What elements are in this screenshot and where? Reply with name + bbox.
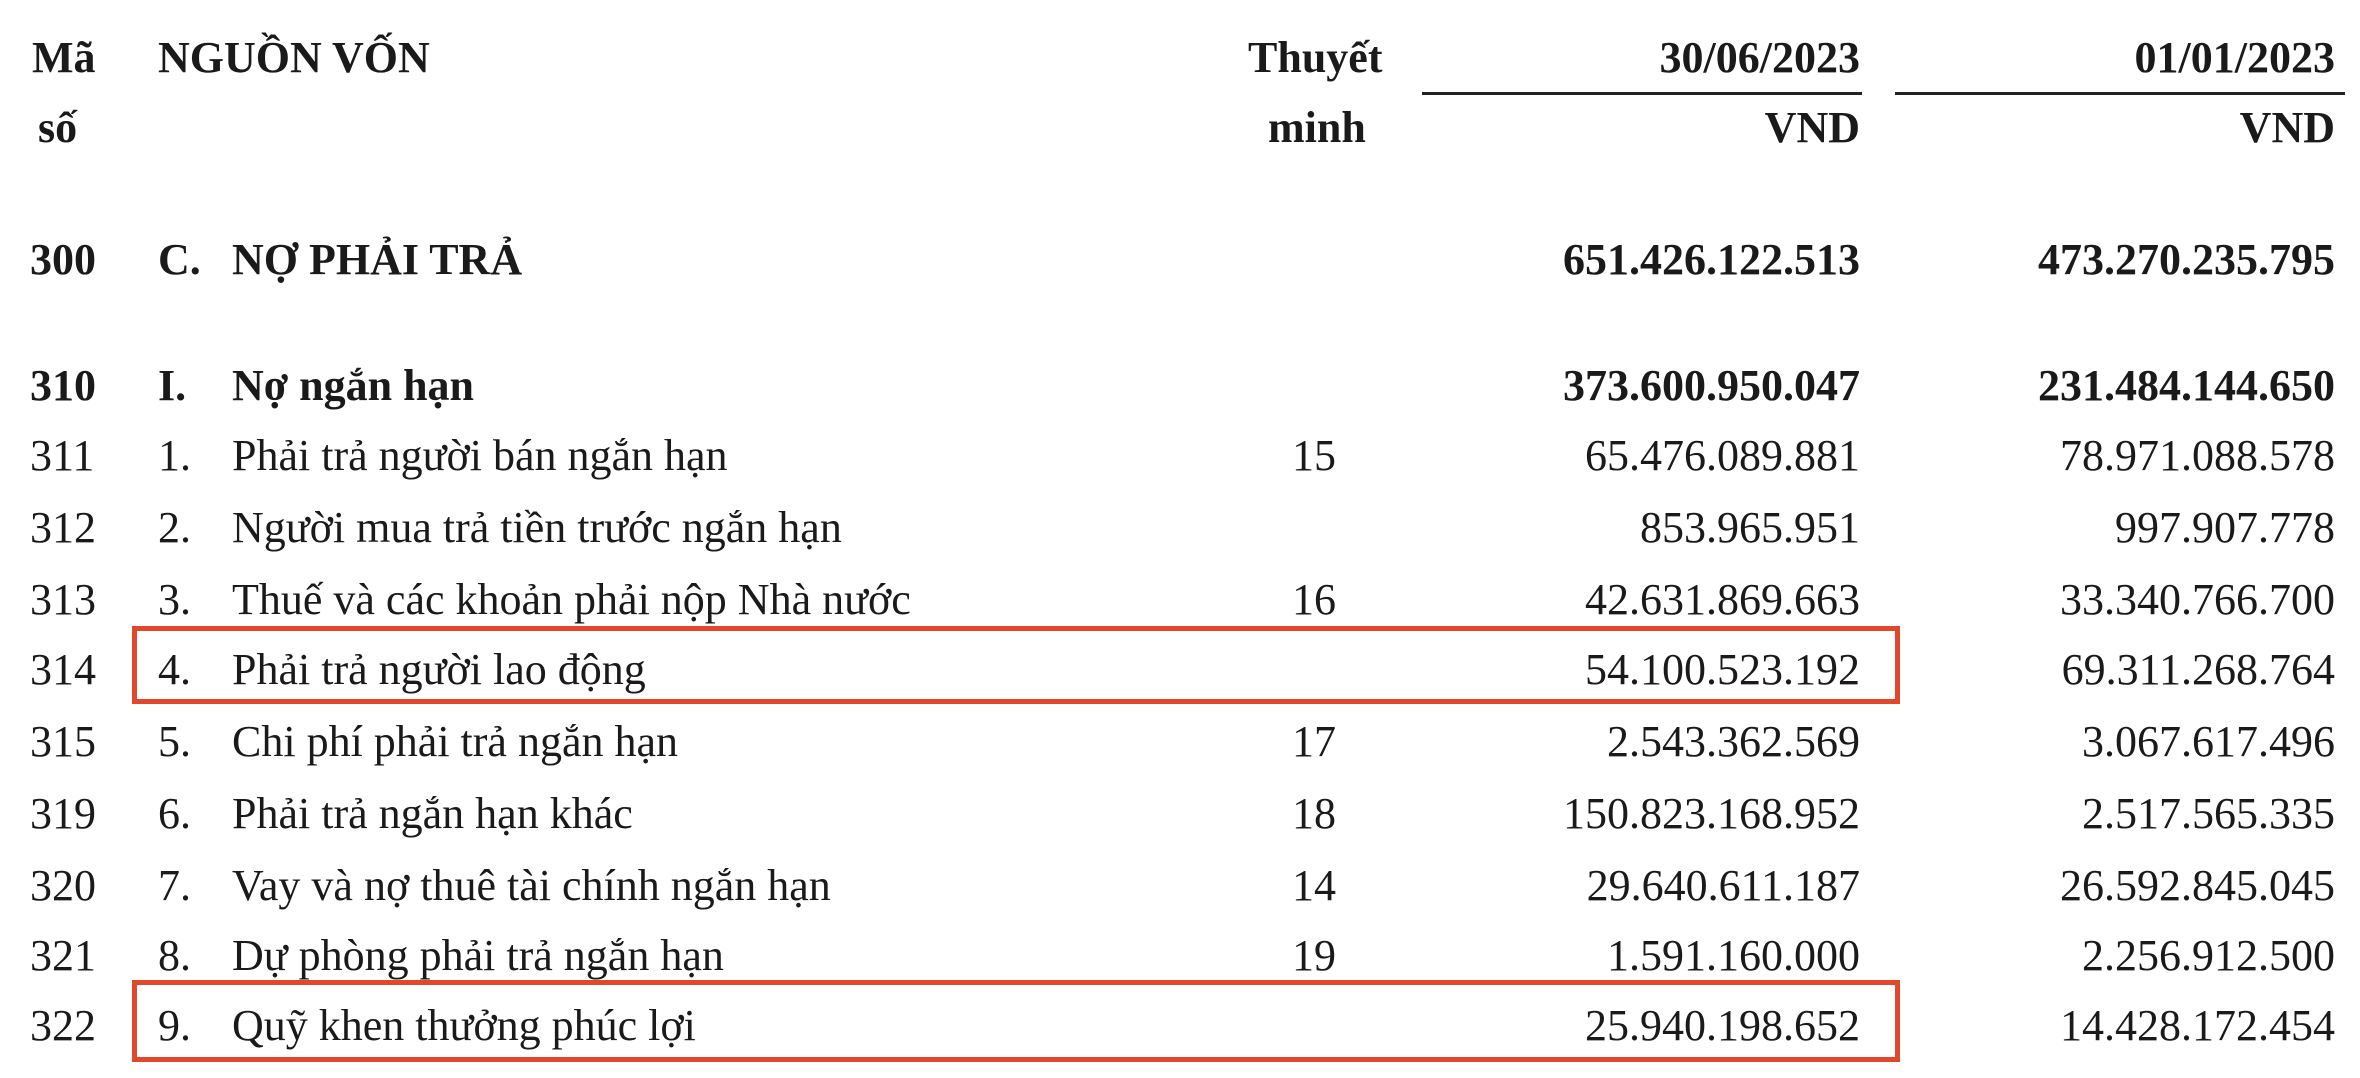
header-col1-rule bbox=[1422, 92, 1862, 95]
row-code: 314 bbox=[30, 645, 96, 694]
row-note: 19 bbox=[1292, 931, 1336, 980]
row-label: Phải trả ngắn hạn khác bbox=[232, 789, 633, 838]
row-value-col2: 78.971.088.578 bbox=[2060, 431, 2335, 480]
row-note: 17 bbox=[1292, 717, 1336, 766]
header-col2-unit: VND bbox=[2239, 103, 2335, 152]
row-value-col1: 853.965.951 bbox=[1640, 503, 1860, 552]
row-label: Phải trả người bán ngắn hạn bbox=[232, 431, 728, 480]
row-label: Nợ ngắn hạn bbox=[232, 361, 475, 410]
row-note: 15 bbox=[1292, 431, 1336, 480]
row-value-col1: 2.543.362.569 bbox=[1607, 717, 1860, 766]
row-note: 14 bbox=[1292, 861, 1336, 910]
row-value-col2: 2.517.565.335 bbox=[2082, 789, 2335, 838]
row-index: 7. bbox=[158, 861, 191, 910]
row-value-col1: 651.426.122.513 bbox=[1563, 235, 1860, 284]
row-value-col2: 14.428.172.454 bbox=[2060, 1001, 2335, 1050]
row-value-col1: 1.591.160.000 bbox=[1607, 931, 1860, 980]
row-code: 315 bbox=[30, 717, 96, 766]
row-code: 322 bbox=[30, 1001, 96, 1050]
row-code: 320 bbox=[30, 861, 96, 910]
row-code: 313 bbox=[30, 575, 96, 624]
row-value-col1: 54.100.523.192 bbox=[1585, 645, 1860, 694]
row-label: NỢ PHẢI TRẢ bbox=[232, 235, 523, 284]
header-col1-date: 30/06/2023 bbox=[1659, 33, 1860, 82]
row-label: Dự phòng phải trả ngắn hạn bbox=[232, 931, 724, 980]
row-index: 1. bbox=[158, 431, 191, 480]
row-index: 9. bbox=[158, 1001, 191, 1050]
header-thuyet-minh-line2: minh bbox=[1268, 103, 1366, 152]
row-note: 18 bbox=[1292, 789, 1336, 838]
row-index: C. bbox=[158, 235, 201, 284]
header-col2-date: 01/01/2023 bbox=[2134, 33, 2335, 82]
row-code: 311 bbox=[30, 431, 95, 480]
row-code: 300 bbox=[30, 235, 96, 284]
row-value-col2: 2.256.912.500 bbox=[2082, 931, 2335, 980]
row-index: 5. bbox=[158, 717, 191, 766]
row-value-col1: 373.600.950.047 bbox=[1563, 361, 1860, 410]
row-value-col1: 29.640.611.187 bbox=[1586, 861, 1860, 910]
row-index: 2. bbox=[158, 503, 191, 552]
row-value-col2: 33.340.766.700 bbox=[2060, 575, 2335, 624]
row-code: 319 bbox=[30, 789, 96, 838]
row-value-col2: 26.592.845.045 bbox=[2060, 861, 2335, 910]
row-index: 6. bbox=[158, 789, 191, 838]
row-label: Quỹ khen thưởng phúc lợi bbox=[232, 1001, 696, 1050]
row-value-col2: 473.270.235.795 bbox=[2038, 235, 2335, 284]
row-value-col1: 25.940.198.652 bbox=[1585, 1001, 1860, 1050]
row-label: Người mua trả tiền trước ngắn hạn bbox=[232, 503, 842, 552]
row-value-col2: 997.907.778 bbox=[2115, 503, 2335, 552]
row-label: Phải trả người lao động bbox=[232, 645, 646, 694]
row-index: 8. bbox=[158, 931, 191, 980]
row-value-col2: 231.484.144.650 bbox=[2038, 361, 2335, 410]
row-code: 321 bbox=[30, 931, 96, 980]
header-ma-so-line1: Mã bbox=[32, 33, 96, 82]
row-code: 312 bbox=[30, 503, 96, 552]
row-value-col2: 69.311.268.764 bbox=[2061, 645, 2335, 694]
row-value-col1: 150.823.168.952 bbox=[1563, 789, 1860, 838]
header-col1-unit: VND bbox=[1764, 103, 1860, 152]
row-code: 310 bbox=[30, 361, 96, 410]
row-label: Chi phí phải trả ngắn hạn bbox=[232, 717, 679, 766]
row-label: Vay và nợ thuê tài chính ngắn hạn bbox=[232, 861, 831, 910]
row-index: 4. bbox=[158, 645, 191, 694]
header-thuyet-minh-line1: Thuyết bbox=[1248, 33, 1383, 82]
row-note: 16 bbox=[1292, 575, 1336, 624]
row-label: Thuế và các khoản phải nộp Nhà nước bbox=[232, 575, 911, 624]
row-index: 3. bbox=[158, 575, 191, 624]
row-index: I. bbox=[158, 361, 187, 410]
header-nguon-von: NGUỒN VỐN bbox=[158, 33, 430, 82]
row-value-col1: 65.476.089.881 bbox=[1585, 431, 1860, 480]
header-ma-so-line2: số bbox=[38, 103, 78, 152]
header-col2-rule bbox=[1895, 92, 2345, 95]
row-value-col2: 3.067.617.496 bbox=[2082, 717, 2335, 766]
row-value-col1: 42.631.869.663 bbox=[1585, 575, 1860, 624]
